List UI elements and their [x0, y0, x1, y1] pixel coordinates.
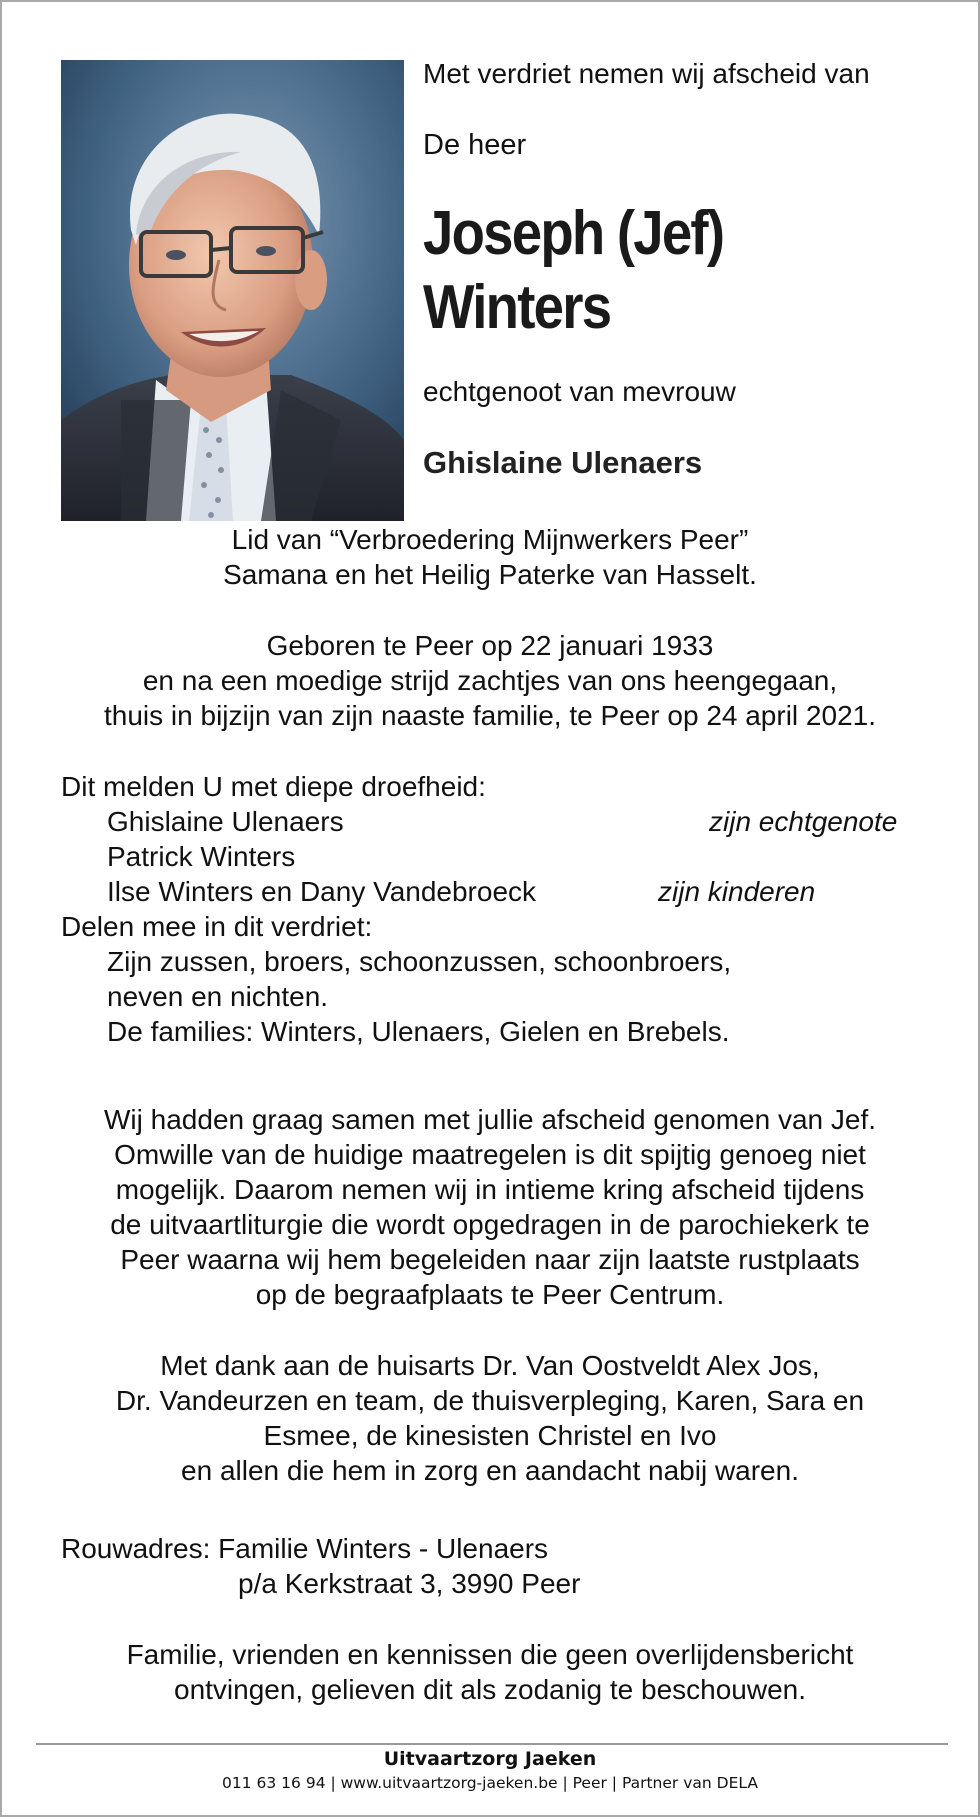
deceased-name-line1: Joseph (Jef) — [423, 199, 724, 268]
share-line-2: neven en nichten. — [107, 981, 329, 1012]
farewell-line-1: Wij hadden graag samen met jullie afscheid genomen van Jef. — [104, 1104, 876, 1135]
announcement-intro: Dit melden U met diepe droefheid: — [61, 771, 486, 802]
family-child-1: Patrick Winters — [107, 841, 296, 872]
spouse-intro: echtgenoot van mevrouw — [423, 376, 736, 407]
closing-line-1: Familie, vrienden en kennissen die geen overlijdensbericht — [126, 1639, 854, 1670]
farewell-line-3: mogelijk. Daarom nemen wij in intieme kring afscheid tijdens — [115, 1174, 865, 1205]
membership-line-1: Lid van “Verbroedering Mijnwerkers Peer” — [231, 524, 749, 555]
passing-line: en na een moedige strijd zachtjes van ons heengegaan, — [142, 665, 838, 696]
thanks-line-2: Dr. Vandeurzen en team, de thuisverpleging, Karen, Sara en — [115, 1385, 865, 1416]
spouse-name: Ghislaine Ulenaers — [423, 445, 703, 480]
family-spouse-relation: zijn echtgenote — [709, 806, 898, 837]
closing-line-2: ontvingen, gelieven dit als zodanig te beschouwen. — [174, 1674, 806, 1705]
family-children-relation: zijn kinderen — [658, 876, 816, 907]
honorific: De heer — [423, 129, 527, 161]
footer-divider — [36, 1743, 948, 1745]
funeral-home-contact: 011 63 16 94 | www.uitvaartzorg-jaeken.be | Peer | Partner van DELA — [222, 1774, 758, 1792]
share-line-1: Zijn zussen, broers, schoonzussen, schoonbroers, — [107, 946, 732, 977]
deceased-name-line2: Winters — [423, 273, 611, 342]
family-child-2: Ilse Winters en Dany Vandebroeck — [107, 876, 537, 907]
share-line-3: De families: Winters, Ulenaers, Gielen en Brebels. — [107, 1016, 730, 1047]
family-spouse-name: Ghislaine Ulenaers — [107, 806, 344, 837]
address-line-1: Rouwadres: Familie Winters - Ulenaers — [61, 1533, 549, 1564]
thanks-line-3: Esmee, de kinesisten Christel en Ivo — [263, 1420, 717, 1451]
thanks-line-4: en allen die hem in zorg en aandacht nabij waren. — [181, 1455, 799, 1486]
intro-text: Met verdriet nemen wij afscheid van — [423, 58, 870, 89]
farewell-line-6: op de begraafplaats te Peer Centrum. — [255, 1279, 725, 1310]
funeral-home-name: Uitvaartzorg Jaeken — [383, 1748, 597, 1770]
membership-line-2: Samana en het Heilig Paterke van Hasselt. — [223, 559, 757, 590]
address-line-2: p/a Kerkstraat 3, 3990 Peer — [238, 1568, 581, 1599]
farewell-line-2: Omwille van de huidige maatregelen is dit spijtig genoeg niet — [114, 1139, 866, 1170]
death-line: thuis in bijzijn van zijn naaste familie, te Peer op 24 april 2021. — [104, 700, 876, 731]
share-intro: Delen mee in dit verdriet: — [61, 911, 373, 942]
portrait-photo — [61, 60, 404, 521]
farewell-line-4: de uitvaartliturgie die wordt opgedragen in de parochiekerk te — [110, 1209, 870, 1240]
thanks-line-1: Met dank aan de huisarts Dr. Van Oostveldt Alex Jos, — [160, 1350, 820, 1381]
birth-line: Geboren te Peer op 22 januari 1933 — [266, 630, 714, 661]
farewell-line-5: Peer waarna wij hem begeleiden naar zijn laatste rustplaats — [120, 1244, 860, 1275]
